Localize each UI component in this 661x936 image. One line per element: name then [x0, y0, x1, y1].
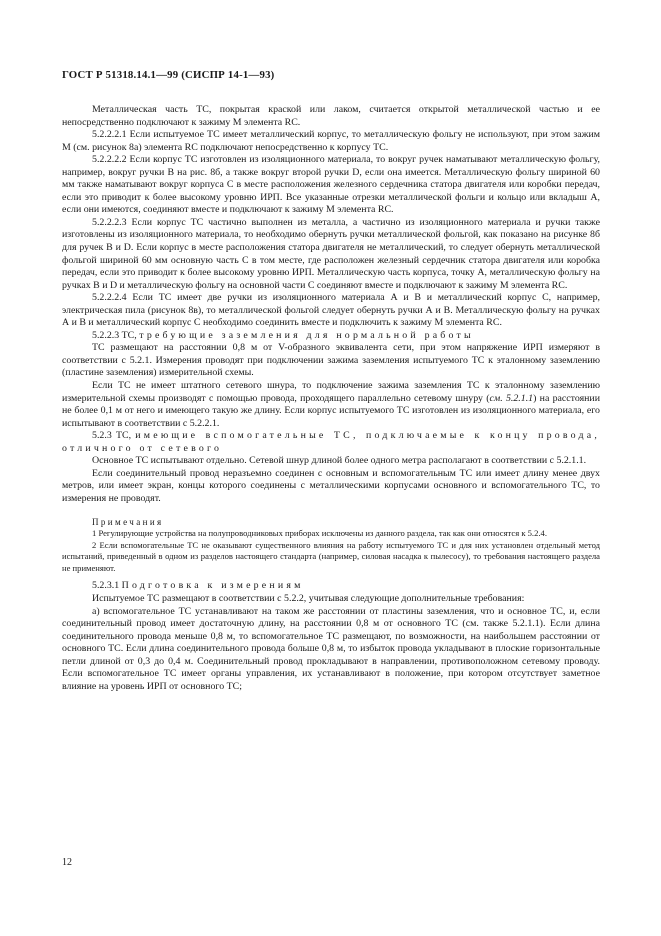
section-title: имеющие вспомогательные ТС, подключаемые к концу провода, отличного от сетевого [62, 430, 600, 454]
paragraph-text: ) на расстоянии не более 0,1 м от него и имеющего такую же длину. Если корпус испытуемого ТС изготовлен из изоляционного материала, его испытывают в соответствии с 5.2.2.1. [62, 392, 600, 429]
section-title: Подготовка к измерениям [121, 580, 304, 592]
section-heading [62, 430, 600, 455]
paragraph: 5.2.2.2.3 Если корпус ТС частично выполнен из металла, а частично из изоляционного материала и ручки также изготовлены из изоляционного материала, то необходимо обернуть ручки металлической фольгой, как показано на рисунке 8б для ручек В и D. Если корпус в месте расположения статора двигателя не металлический, то следует обернуть металлической фольгой шириной 60 мм основную часть С в том месте, где расположен железный сердечник статора двигателя или коробка передач, если это приводит к более высокому уровню ИРП. Металлическую часть корпуса, точку А, металлическую фольгу на ручках В и D и металлическую фольгу на основной части С соединяют вместе и подключают к зажиму М элемента RC. [62, 216, 600, 291]
section-heading [62, 330, 600, 343]
paragraph: а) вспомогательное ТС устанавливают на таком же расстоянии от пластины заземления, что и основное ТС, и, если соединительный провод имеет достаточную длину, на расстоянии 0,8 м от основного ТС (см. также 5.2.1.1). Если длина соединительного провода меньше 0,8 м, то вспомогательное ТС размещают, по возможности, на наибольшем расстоянии от основного ТС. Если длина соединительного провода больше 0,8 м, то избыток провода укладывают в плоские горизонтальные петли длиной от 0,3 до 0,4 м. Соединительный провод прокладывают в направлении, противоположном сетевому проводу. Если вспомогательное ТС имеет органы управления, их устанавливают в положение, при котором отсутствует заметное влияние на уровень ИРП от основного ТС; [62, 605, 600, 692]
paragraph [62, 380, 600, 430]
document-header: ГОСТ Р 51318.14.1—99 (СИСПР 14-1—93) [62, 69, 275, 81]
paragraph: Основное ТС испытывают отдельно. Сетевой шнур длиной более одного метра располагают в соответствии с 5.2.1.1. [92, 455, 587, 467]
page-number: 12 [62, 857, 72, 868]
paragraph-text: Если ТС не имеет штатного сетевого шнура, то подключение зажима заземления ТС к эталонному заземлению измерительной схемы производят с помощью провода, проходящего параллельно сетевому шнуру ( [62, 380, 600, 404]
paragraph: Если соединительный провод неразъемно соединен с основным и вспомогательным ТС или имеет длину менее двух метров, или имеет экран, концы которого соединены с металлическими корпусами основного и вспомогательного ТС, то измерения не проводят. [62, 467, 600, 504]
document-body [62, 104, 600, 693]
cross-reference: см. 5.2.1.1 [489, 392, 534, 404]
paragraph: 5.2.2.2.2 Если корпус ТС изготовлен из изоляционного материала, то вокруг ручек наматывают металлическую фольгу, например, вокруг ручки В на рис. 8б, а также вокруг второй ручки D, если она имеется. Металлическую фольгу шириной 60 мм также наматывают вокруг корпуса С в месте расположения железного сердечника статора двигателя или коробки передач, если это приводит к более высокому уровню ИРП. Все указанные отрезки металлической фольги и кольцо или вкладыш А, если они имеются, соединяют вместе и подключают к зажиму М элемента RC. [62, 154, 600, 216]
note-item: 1 Регулирующие устройства на полупроводниковых приборах исключены из данного раздела, так как они относятся к 5.2.4. [92, 528, 547, 539]
paragraph: Испытуемое ТС размещают в соответствии с 5.2.2, учитывая следующие дополнительные требования: [92, 592, 525, 604]
section-number: 5.2.2.3 ТС, [92, 329, 137, 341]
section-number: 5.2.3 ТС, [92, 430, 132, 442]
section-heading [62, 580, 600, 593]
paragraph: 5.2.2.2.1 Если испытуемое ТС имеет металлический корпус, то металлическую фольгу не используют, при этом зажим М (см. рисунок 8а) элемента RC подключают непосредственно к корпусу ТС. [62, 129, 600, 153]
section-number: 5.2.3.1 [92, 580, 120, 592]
paragraph: ТС размещают на расстоянии 0,8 м от V-образного эквивалента сети, при этом напряжение ИРП измеряют в соответствии с 5.2.1. Измерения проводят при подключении зажима заземления испытуемого ТС к эталонному заземлению (пластине заземления) измерительной схемы. [62, 342, 600, 379]
notes-title: Примечания [92, 516, 164, 527]
paragraph: Металлическая часть ТС, покрытая краской или лаком, считается открытой металлической частью и ее непосредственно подключают к зажиму М элемента RC. [62, 104, 600, 128]
document-page [62, 68, 600, 693]
section-title: требующие заземления для нормальной работы [139, 329, 474, 341]
paragraph: 5.2.2.2.4 Если ТС имеет две ручки из изоляционного материала А и В и металлический корпус С, например, электрическая пила (рисунок 8в), то металлической фольгой следует обернуть ручки А и В. Металлическую фольгу на ручках А и В и металлический корпус С необходимо соединить вместе и подключить к зажиму М элемента RC. [62, 292, 600, 329]
note-item: 2 Если вспомогательные ТС не оказывают существенного влияния на работу испытуемого ТС и для них установлен отдельный метод испытаний, приведенный в одном из разделов настоящего стандарта (например, силовая насадка к пылесосу), то требования настоящего раздела не применяют. [62, 539, 600, 573]
